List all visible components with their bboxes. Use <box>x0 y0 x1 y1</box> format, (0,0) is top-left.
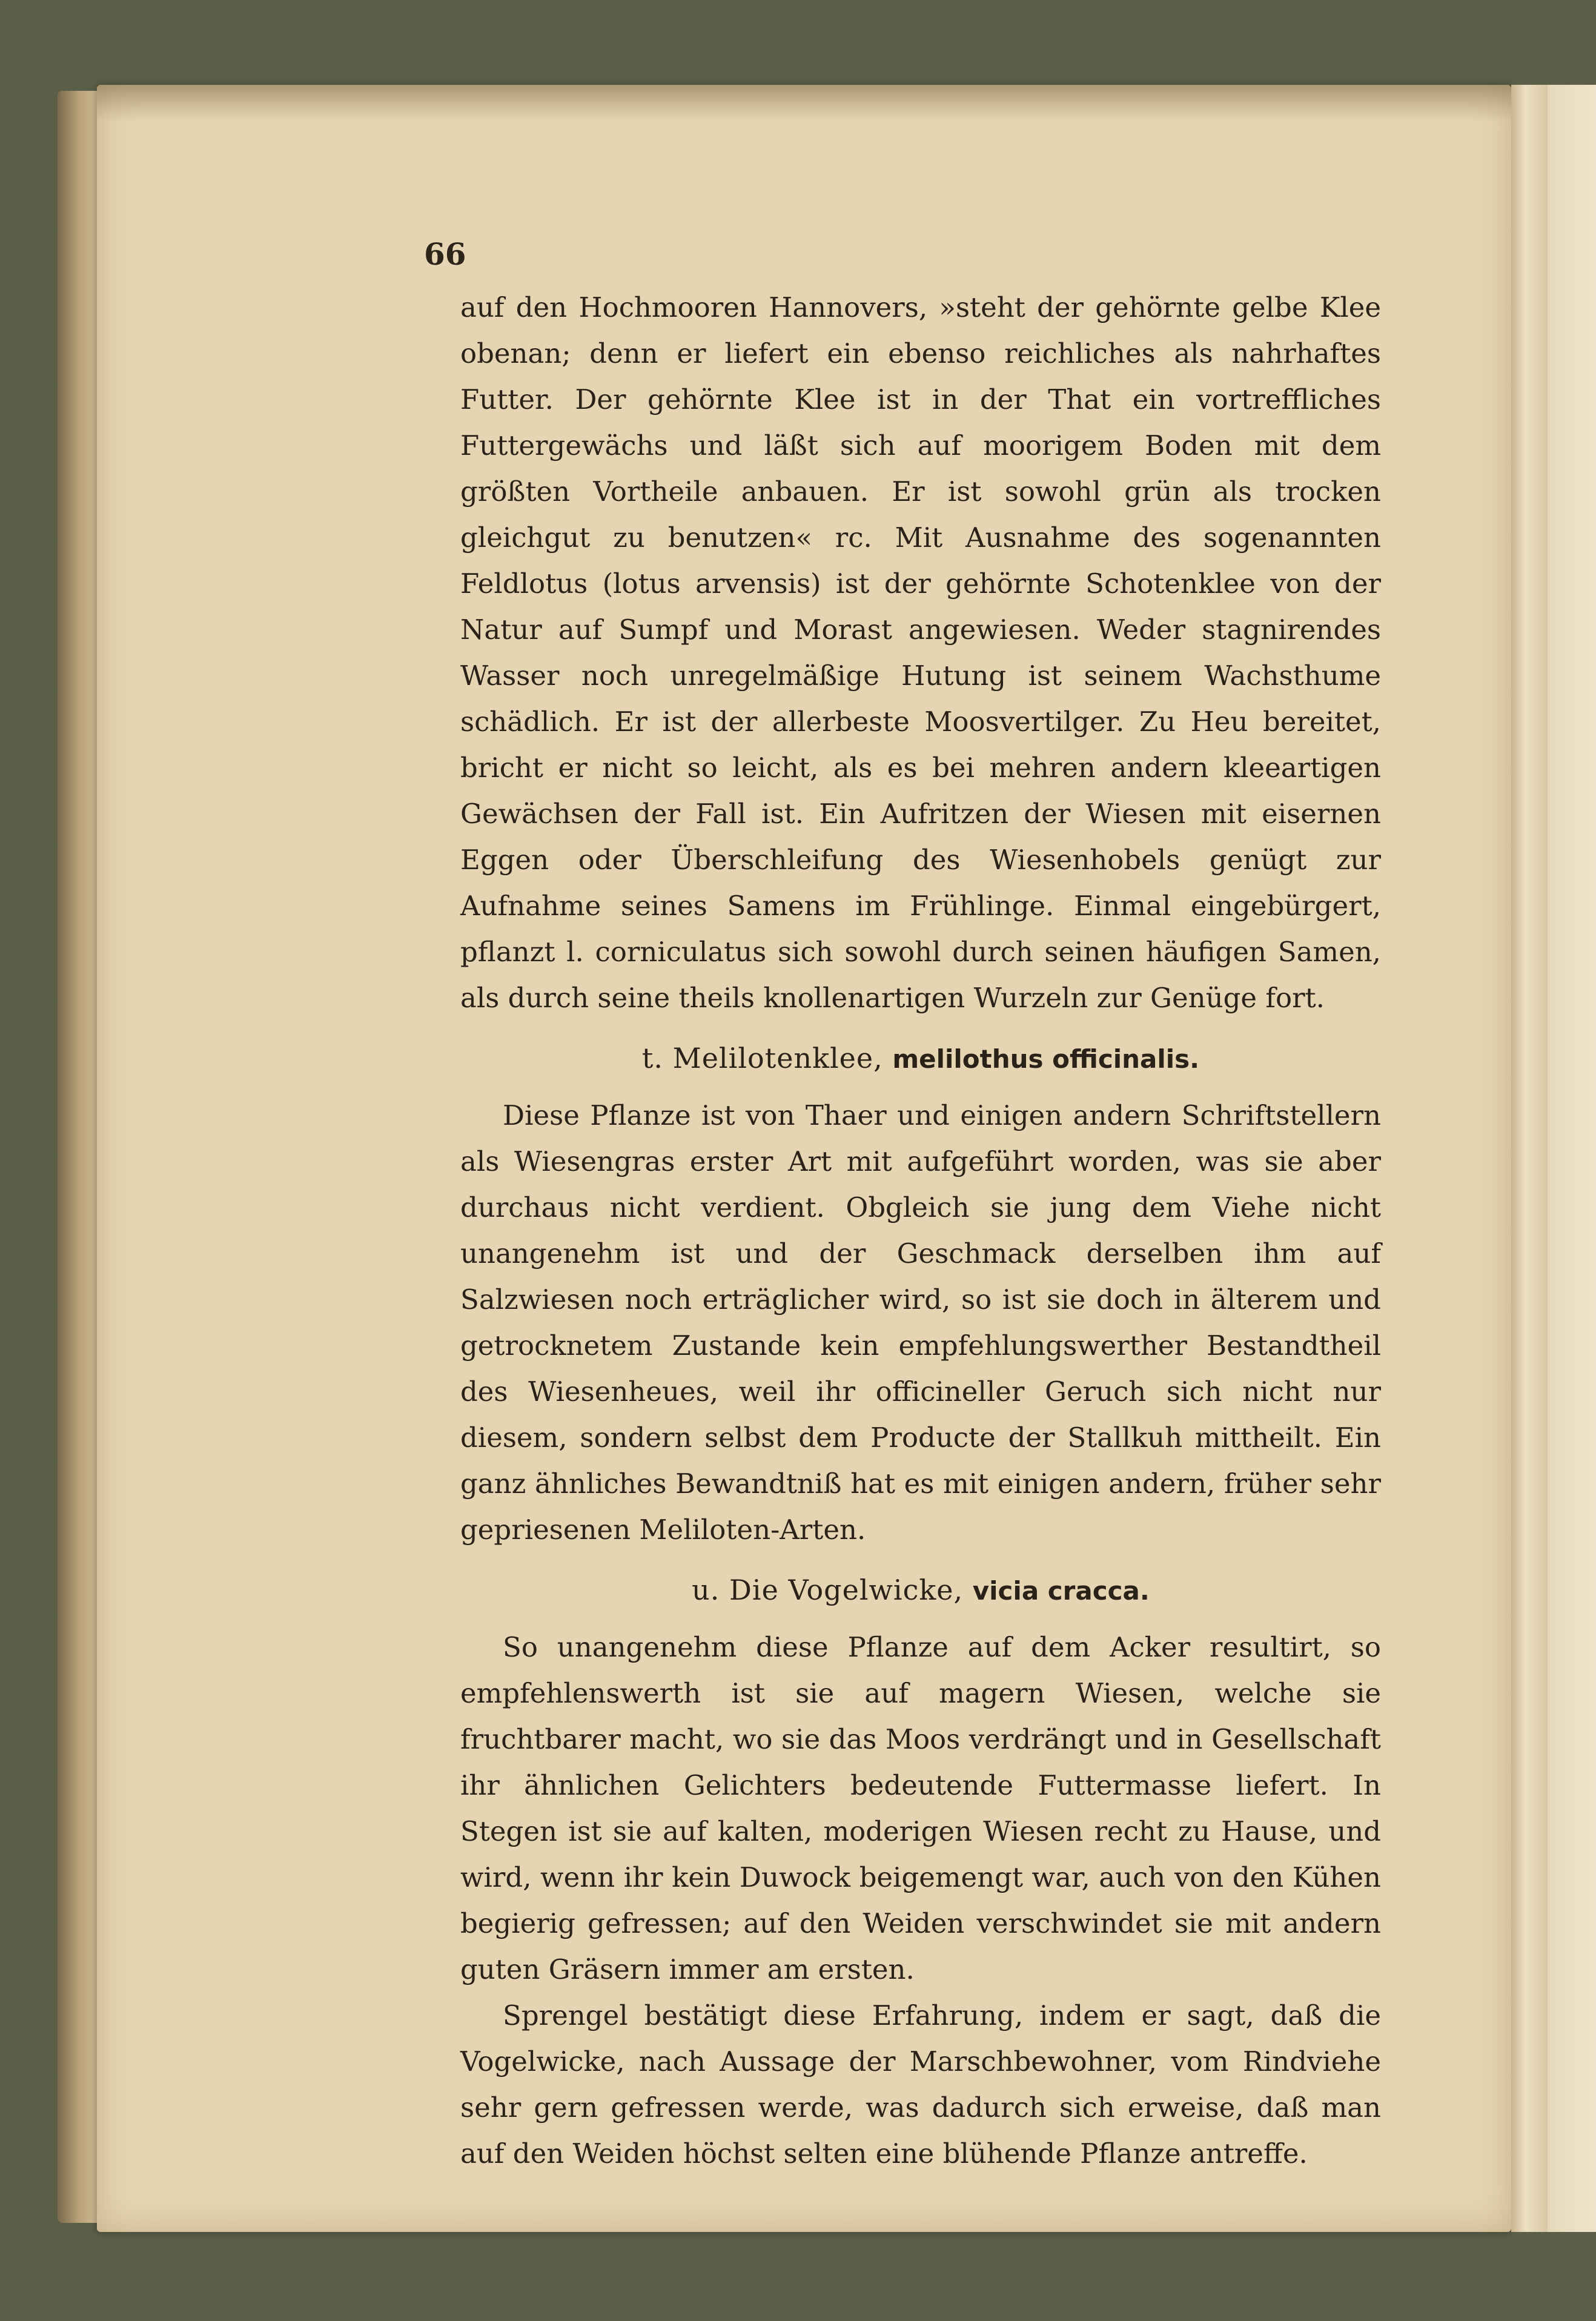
paragraph-melilotenklee: Diese Pflanze ist von Thaer und einigen andern Schriftstellern als Wiesengras erster Art mit aufgeführt worden, was sie aber durchaus nicht verdient. Obgleich sie jung dem Viehe nicht unangenehm ist und der Geschmack derselben ihm auf Salzwiesen noch erträglicher wird, so ist sie doch in älterem und getrocknetem Zustande kein empfehlungswerther Bestandtheil des Wiesenheues, weil ihr officineller Geruch sich nicht nur diesem, sondern selbst dem Producte der Stallkuh mittheilt. Ein ganz ähnliches Bewandtniß hat es mit einigen andern, früher sehr gepriesenen Meliloten-Arten. <box>460 1099 1381 1546</box>
section-heading-t-latin: melilothus officinalis. <box>892 1044 1200 1074</box>
section-heading-t <box>460 1037 1381 1081</box>
page-body <box>460 285 1381 2177</box>
section-heading-u <box>460 1569 1381 1612</box>
section-heading-u-title: u. Die Vogelwicke, <box>692 1574 964 1606</box>
facing-page-edge <box>1548 85 1596 2232</box>
section-heading-u-latin: vicia cracca. <box>972 1576 1150 1606</box>
page-number: 66 <box>424 236 466 272</box>
page-top-shadow <box>97 85 1511 121</box>
paragraph-vogelwicke-1: So unangenehm diese Pflanze auf dem Acker resultirt, so empfehlenswerth ist sie auf magern Wiesen, welche sie fruchtbarer macht, wo sie das Moos verdrängt und in Gesellschaft ihr ähnlichen Gelichters bedeutende Futtermasse liefert. In Stegen ist sie auf kalten, moderigen Wiesen recht zu Hause, und wird, wenn ihr kein Duwock beigemengt war, auch von den Kühen begierig gefressen; auf den Weiden verschwindet sie mit andern guten Gräsern immer am ersten. <box>460 1631 1381 1985</box>
book-gutter <box>1511 85 1548 2232</box>
section-heading-t-title: t. Melilotenklee, <box>641 1042 883 1074</box>
paragraph-hochmoor: auf den Hochmooren Hannovers, »steht der gehörnte gelbe Klee obenan; denn er liefert ein ebenso reichliches als nahrhaftes Futter. Der gehörnte Klee ist in der That ein vortreffliches Futtergewächs und läßt sich auf moorigem Boden mit dem größten Vortheile anbauen. Er ist sowohl grün als trocken gleichgut zu benutzen« rc. Mit Ausnahme des sogenannten Feldlotus (lotus arvensis) ist der gehörnte Schotenklee von der Natur auf Sumpf und Morast angewiesen. Weder stagnirendes Wasser noch unregelmäßige Hutung ist seinem Wachsthume schädlich. Er ist der allerbeste Moosvertilger. Zu Heu bereitet, bricht er nicht so leicht, als es bei mehren andern kleeartigen Gewächsen der Fall ist. Ein Aufritzen der Wiesen mit eisernen Eggen oder Überschleifung des Wiesenhobels genügt zur Aufnahme seines Samens im Frühlinge. Einmal eingebürgert, pflanzt l. corniculatus sich sowohl durch seinen häufigen Samen, als durch seine theils knollenartigen Wurzeln zur Genüge fort. <box>460 291 1381 1014</box>
paragraph-vogelwicke-2: Sprengel bestätigt diese Erfahrung, indem er sagt, daß die Vogelwicke, nach Aussage der Marschbewohner, vom Rindviehe sehr gern gefressen werde, was dadurch sich erweise, daß man auf den Weiden höchst selten eine blühende Pflanze antreffe. <box>460 1999 1381 2170</box>
